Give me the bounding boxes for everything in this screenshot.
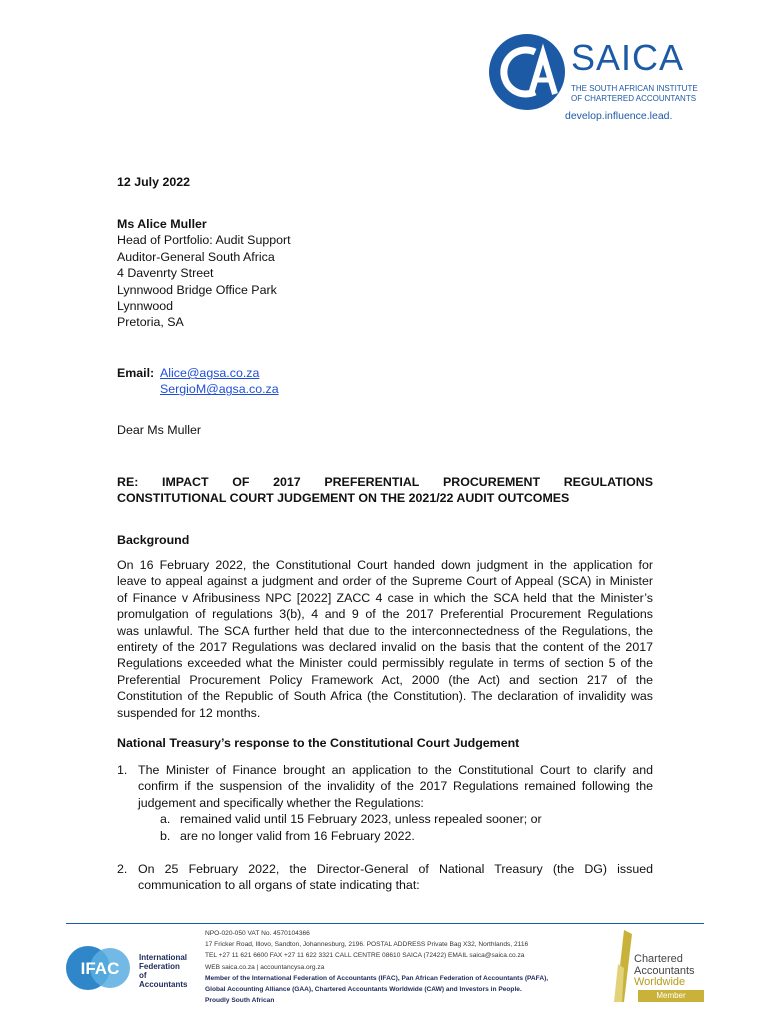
paragraph-line: On 16 February 2022, the Constitutional Court handed down judgment in the application for xyxy=(117,558,653,572)
footer-line: WEB saica.co.za | accountancysa.org.za xyxy=(205,963,325,971)
ifac-name xyxy=(139,953,195,989)
recipient-address xyxy=(117,216,653,331)
logo-name: SAICA xyxy=(571,37,685,78)
list-line: judgement and specifically whether the Regulations: xyxy=(138,795,424,810)
caw-member-badge: Member xyxy=(638,990,704,1002)
subject-line-2: CONSTITUTIONAL COURT JUDGEMENT ON THE 2021/22 AUDIT OUTCOMES xyxy=(117,491,570,506)
address-line: Pretoria, SA xyxy=(117,315,184,330)
subject-word: 2017 xyxy=(273,475,301,489)
ifac-logo-text: IFAC xyxy=(80,959,120,978)
email-link-sergio[interactable]: SergioM@agsa.co.za xyxy=(160,382,279,397)
caw-name-line: Accountants xyxy=(634,964,695,977)
paragraph-line: Preferential Procurement Policy Framework Act, 2000 (the Act) and section 217 of the xyxy=(117,672,653,687)
paragraph-line: Regulations exceeded what the Minister could permissibly regulate in terms of section 5 of the xyxy=(117,656,653,671)
email-link-alice[interactable]: Alice@agsa.co.za xyxy=(160,366,260,380)
paragraph-line: entirety of the 2017 Regulations was declared invalid on the basis that the content of the 2017 xyxy=(117,639,653,654)
footer-line: TEL +27 11 621 6600 FAX +27 11 622 3321 CALL CENTRE 08610 SAICA (72422) EMAIL saica@saica.co.za xyxy=(205,952,525,960)
address-line: Lynnwood Bridge Office Park xyxy=(117,282,277,297)
ifac-name-line: International xyxy=(139,953,188,962)
ifac-logo xyxy=(65,945,195,991)
sub-list-letter: b. xyxy=(160,829,171,843)
subject-word: IMPACT xyxy=(162,475,209,489)
list-line: On 25 February 2022, the Director-General of National Treasury (the DG) issued xyxy=(138,862,653,876)
address-line: 4 Davenrty Street xyxy=(117,266,214,281)
sub-list-letter: a. xyxy=(160,812,171,826)
sub-list-text: are no longer valid from 16 February 2022. xyxy=(180,829,415,843)
recipient-name: Ms Alice Muller xyxy=(117,217,207,231)
subject-word: OF xyxy=(232,475,250,489)
subject-word: PREFERENTIAL xyxy=(324,475,420,489)
address-line: Head of Portfolio: Audit Support xyxy=(117,233,291,248)
logo-subtitle-line: THE SOUTH AFRICAN INSTITUTE xyxy=(571,84,698,93)
subject-word: REGULATIONS xyxy=(563,475,653,489)
letter-date: 12 July 2022 xyxy=(117,175,191,189)
footer-line: NPO-020-050 VAT No. 4570104366 xyxy=(205,930,310,937)
footer-line: Proudly South African xyxy=(205,997,275,1005)
caw-name-line: Worldwide xyxy=(634,976,686,988)
list-number: 2. xyxy=(117,862,128,876)
list-line: communication to all organs of state indicating that: xyxy=(138,878,420,893)
ifac-name-line: Federation xyxy=(139,962,180,971)
logo-tagline: develop.influence.lead. xyxy=(565,110,673,122)
caw-name-line: Chartered xyxy=(634,953,683,965)
salutation: Dear Ms Muller xyxy=(117,423,201,437)
paragraph-line: of Finance v Afribusiness NPC [2022] ZACC 4 case in which the SCA held that the Minister’s xyxy=(117,590,653,605)
ifac-emblem-icon xyxy=(65,945,135,991)
footer-details xyxy=(205,928,605,1006)
caw-name xyxy=(634,954,695,989)
logo-subtitle-line: OF CHARTERED ACCOUNTANTS xyxy=(571,94,697,103)
footer-line: Global Accounting Alliance (GAA), Chartered Accountants Worldwide (CAW) and Investors in People. xyxy=(205,985,522,993)
caw-emblem-icon xyxy=(612,930,634,1002)
paragraph-line: leave to appeal against a judgment and order of the Supreme Court of Appeal (SCA) in Minister xyxy=(117,574,653,589)
sub-list-text: remained valid until 15 February 2023, unless repealed sooner; or xyxy=(180,812,542,826)
list-number: 1. xyxy=(117,763,128,777)
paragraph-line: suspended for 12 months. xyxy=(117,705,261,720)
subject-line xyxy=(117,474,653,507)
footer-divider xyxy=(66,923,704,924)
address-line: Lynnwood xyxy=(117,298,174,313)
paragraph-line: was unlawful. The SCA further held that due to the interconnectedness of the Regulations, the xyxy=(117,623,653,638)
subject-word: RE: xyxy=(117,475,139,489)
address-line: Auditor-General South Africa xyxy=(117,249,275,264)
saica-emblem-icon xyxy=(487,32,567,112)
list-line: confirm if the suspension of the invalidity of the 2017 Regulations remained following the xyxy=(138,779,653,794)
section-heading-background: Background xyxy=(117,533,190,547)
ifac-name-line: of Accountants xyxy=(139,971,188,989)
caw-logo xyxy=(612,930,712,1006)
list-line: The Minister of Finance brought an application to the Constitutional Court to clarify and xyxy=(138,763,653,777)
paragraph-line: Constitution of the Republic of South Africa (the Constitution). The declaration of invalidity was xyxy=(117,689,653,704)
saica-logo xyxy=(487,32,707,122)
footer-line: Member of the International Federation of Accountants (IFAC), Pan African Federation of Accountants (PAFA), xyxy=(205,974,549,982)
logo-subtitle xyxy=(571,84,711,104)
background-paragraph xyxy=(117,557,653,721)
paragraph-line: promulgation of regulations 3(b), 4 and 9 of the 2017 Preferential Procurement Regulations xyxy=(117,607,653,622)
footer-line: 17 Fricker Road, Illovo, Sandton, Johannesburg, 2196. POSTAL ADDRESS Private Bag X32, Northlands, 2116 xyxy=(205,941,529,949)
email-label: Email: xyxy=(117,366,155,380)
section-heading-treasury: National Treasury’s response to the Constitutional Court Judgement xyxy=(117,736,520,750)
subject-word: PROCUREMENT xyxy=(443,475,541,489)
email-block xyxy=(117,365,653,398)
